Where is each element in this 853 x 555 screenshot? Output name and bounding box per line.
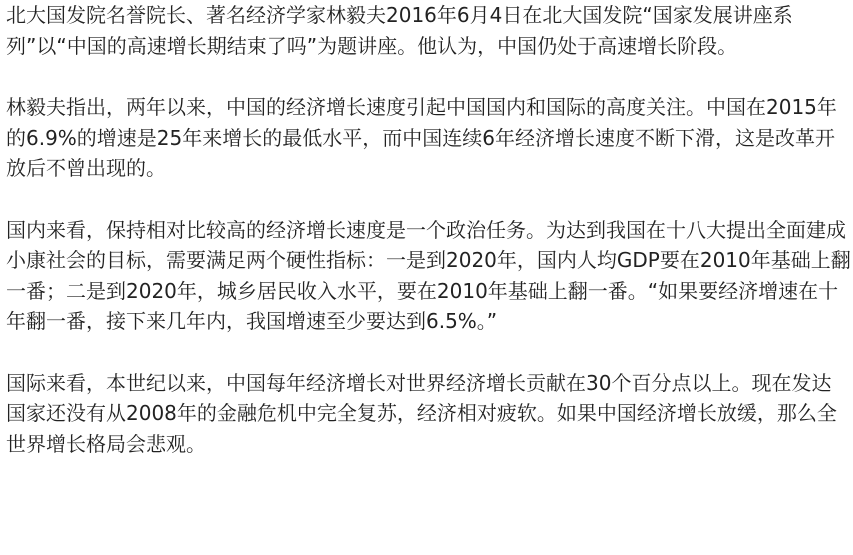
paragraph-domestic: 国内来看，保持相对比较高的经济增长速度是一个政治任务。为达到我国在十八大提出全面建成小康社会的目标，需要满足两个硬性指标：一是到2020年，国内人均GDP要在2010年基础上翻一番；二是到2020年，城乡居民收入水平，要在2010年基础上翻一番。“如果要经济增速在十年翻一番，接下来几年内，我国增速至少要达到6.5%。”: [6, 217, 851, 333]
article-body: [6, 0, 851, 459]
paragraph-growth-slowdown: 林毅夫指出，两年以来，中国的经济增长速度引起中国国内和国际的高度关注。中国在2015年的6.9%的增速是25年来增长的最低水平，而中国连续6年经济增长速度不断下滑，这是改革开放后不曾出现的。: [6, 95, 837, 180]
paragraph-intro: 北大国发院名誉院长、著名经济学家林毅夫2016年6月4日在北大国发院“国家发展讲座系列”以“中国的高速增长期结束了吗”为题讲座。他认为，中国仍处于高速增长阶段。: [6, 3, 793, 58]
paragraph-international: 国际来看，本世纪以来，中国每年经济增长对世界经济增长贡献在30个百分点以上。现在发达国家还没有从2008年的金融危机中完全复苏，经济相对疲软。如果中国经济增长放缓，那么全世界增长格局会悲观。: [6, 370, 837, 456]
